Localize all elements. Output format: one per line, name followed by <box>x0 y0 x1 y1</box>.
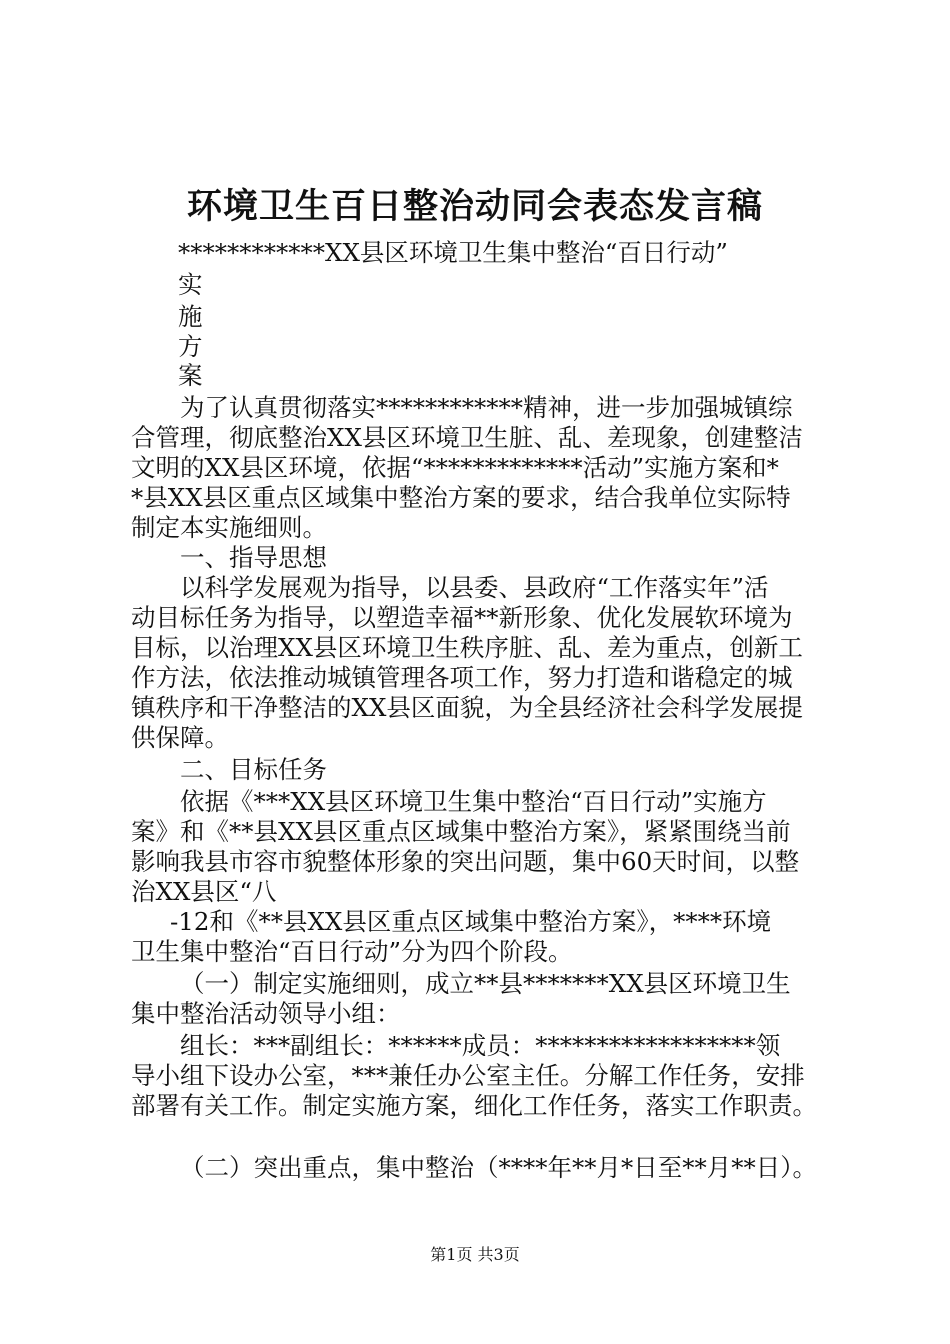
paragraph-line: 动目标任务为指导，以塑造幸福**新形象、优化发展软环境为 <box>131 603 793 632</box>
paragraph-line: 为了认真贯彻落实************精神，进一步加强城镇综 <box>180 393 793 422</box>
vertical-char: 施 <box>178 302 203 331</box>
section-heading: 二、目标任务 <box>180 755 327 784</box>
paragraph-line: 制定本实施细则。 <box>131 513 327 542</box>
paragraph-line: 供保障。 <box>131 723 229 752</box>
paragraph-line: 合管理，彻底整治XX县区环境卫生脏、乱、差现象，创建整洁 <box>131 423 803 452</box>
paragraph-line: 影响我县市容市貌整体形象的突出问题，集中60天时间，以整 <box>131 847 800 876</box>
paragraph-line: 集中整治活动领导小组： <box>131 999 401 1028</box>
vertical-char: 实 <box>178 270 203 299</box>
paragraph-line: *县XX县区重点区域集中整治方案的要求，结合我单位实际特 <box>131 483 791 512</box>
paragraph-line: 部署有关工作。制定实施方案，细化工作任务，落实工作职责。 <box>131 1091 817 1120</box>
subtitle-line: ************XX县区环境卫生集中整治“百日行动” <box>178 238 728 267</box>
paragraph-line: 作方法，依法推动城镇管理各项工作，努力打造和谐稳定的城 <box>131 663 793 692</box>
paragraph-line: （一）制定实施细则，成立**县*******XX县区环境卫生 <box>180 969 791 998</box>
paragraph-line: 组长：***副组长：******成员：******************领 <box>180 1031 781 1060</box>
section-heading: 一、指导思想 <box>180 543 327 572</box>
paragraph-line: 卫生集中整治“百日行动”分为四个阶段。 <box>131 937 573 966</box>
paragraph-line: 治XX县区“八 <box>131 877 277 906</box>
paragraph-line: （二）突出重点，集中整治（****年**月*日至**月**日）。 <box>180 1153 817 1182</box>
vertical-char: 方 <box>178 332 203 361</box>
paragraph-line: 镇秩序和干净整洁的XX县区面貌，为全县经济社会科学发展提 <box>131 693 803 722</box>
document-title: 环境卫生百日整治动同会表态发言稿 <box>186 186 763 227</box>
paragraph-line: 目标，以治理XX县区环境卫生秩序脏、乱、差为重点，创新工 <box>131 633 803 662</box>
vertical-char: 案 <box>178 361 203 390</box>
page-number-footer: 第1页 共3页 <box>430 1245 520 1264</box>
paragraph-line: 导小组下设办公室，***兼任办公室主任。分解工作任务，安排 <box>131 1061 805 1090</box>
paragraph-line: 案》和《**县XX县区重点区域集中整治方案》，紧紧围绕当前 <box>131 817 791 846</box>
paragraph-line: -12和《**县XX县区重点区域集中整治方案》，****环境 <box>170 907 772 936</box>
paragraph-line: 以科学发展观为指导，以县委、县政府“工作落实年”活 <box>180 573 769 602</box>
paragraph-line: 文明的XX县区环境，依据“*************活动”实施方案和* <box>131 453 779 482</box>
paragraph-line: 依据《***XX县区环境卫生集中整治“百日行动”实施方 <box>180 787 767 816</box>
